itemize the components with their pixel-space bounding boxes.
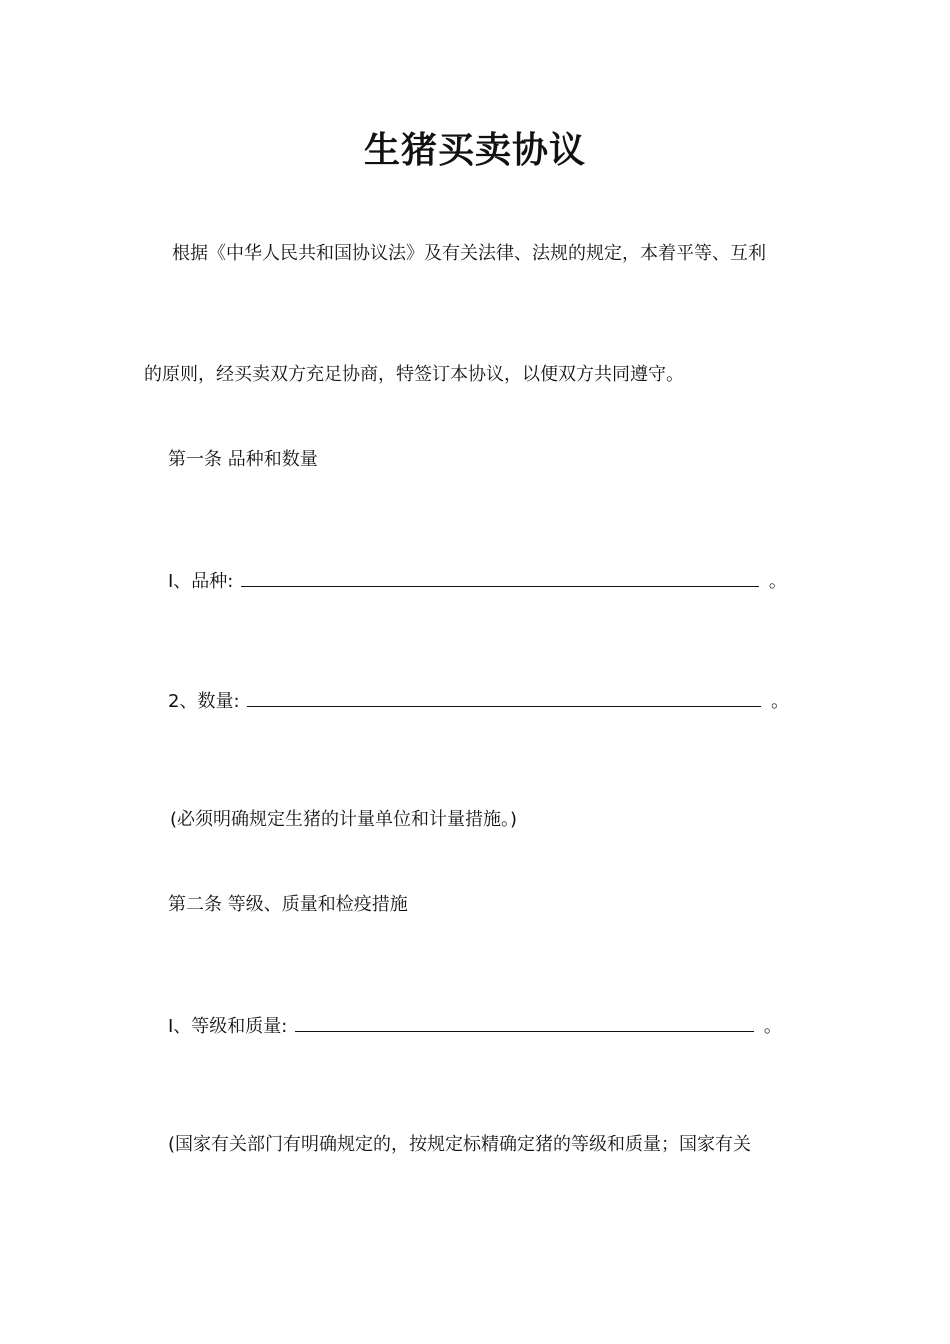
document-title: 生猪买卖协议	[363, 129, 586, 171]
variety-blank-line[interactable]	[241, 568, 759, 587]
article-2-heading: 第二条 等级、质量和检疫措施	[168, 894, 408, 915]
quantity-blank-line[interactable]	[247, 688, 761, 707]
note-measurement: (必须明确规定生猪的计量单位和计量措施。)	[170, 809, 518, 830]
quantity-label: 2、数量:	[168, 691, 240, 712]
variety-field-row	[168, 568, 787, 594]
grade-quality-label: I、等级和质量:	[168, 1016, 288, 1037]
quantity-period: 。	[771, 691, 789, 712]
quantity-field-row	[168, 688, 789, 714]
grade-quality-period: 。	[763, 1016, 782, 1037]
variety-period: 。	[768, 571, 787, 592]
grade-quality-field-row	[168, 1013, 782, 1039]
note-grade-standard-line-1: (国家有关部门有明确规定的，按规定标精确定猪的等级和质量；国家有关	[168, 1134, 752, 1155]
intro-paragraph-line-1: 根据《中华人民共和国协议法》及有关法律、法规的规定，本着平等、互利	[172, 243, 766, 264]
article-1-heading: 第一条 品种和数量	[168, 449, 318, 470]
intro-paragraph-line-2: 的原则，经买卖双方充足协商，特签订本协议，以便双方共同遵守。	[144, 364, 684, 385]
grade-quality-blank-line[interactable]	[295, 1013, 754, 1032]
variety-label: I、品种:	[168, 571, 234, 592]
